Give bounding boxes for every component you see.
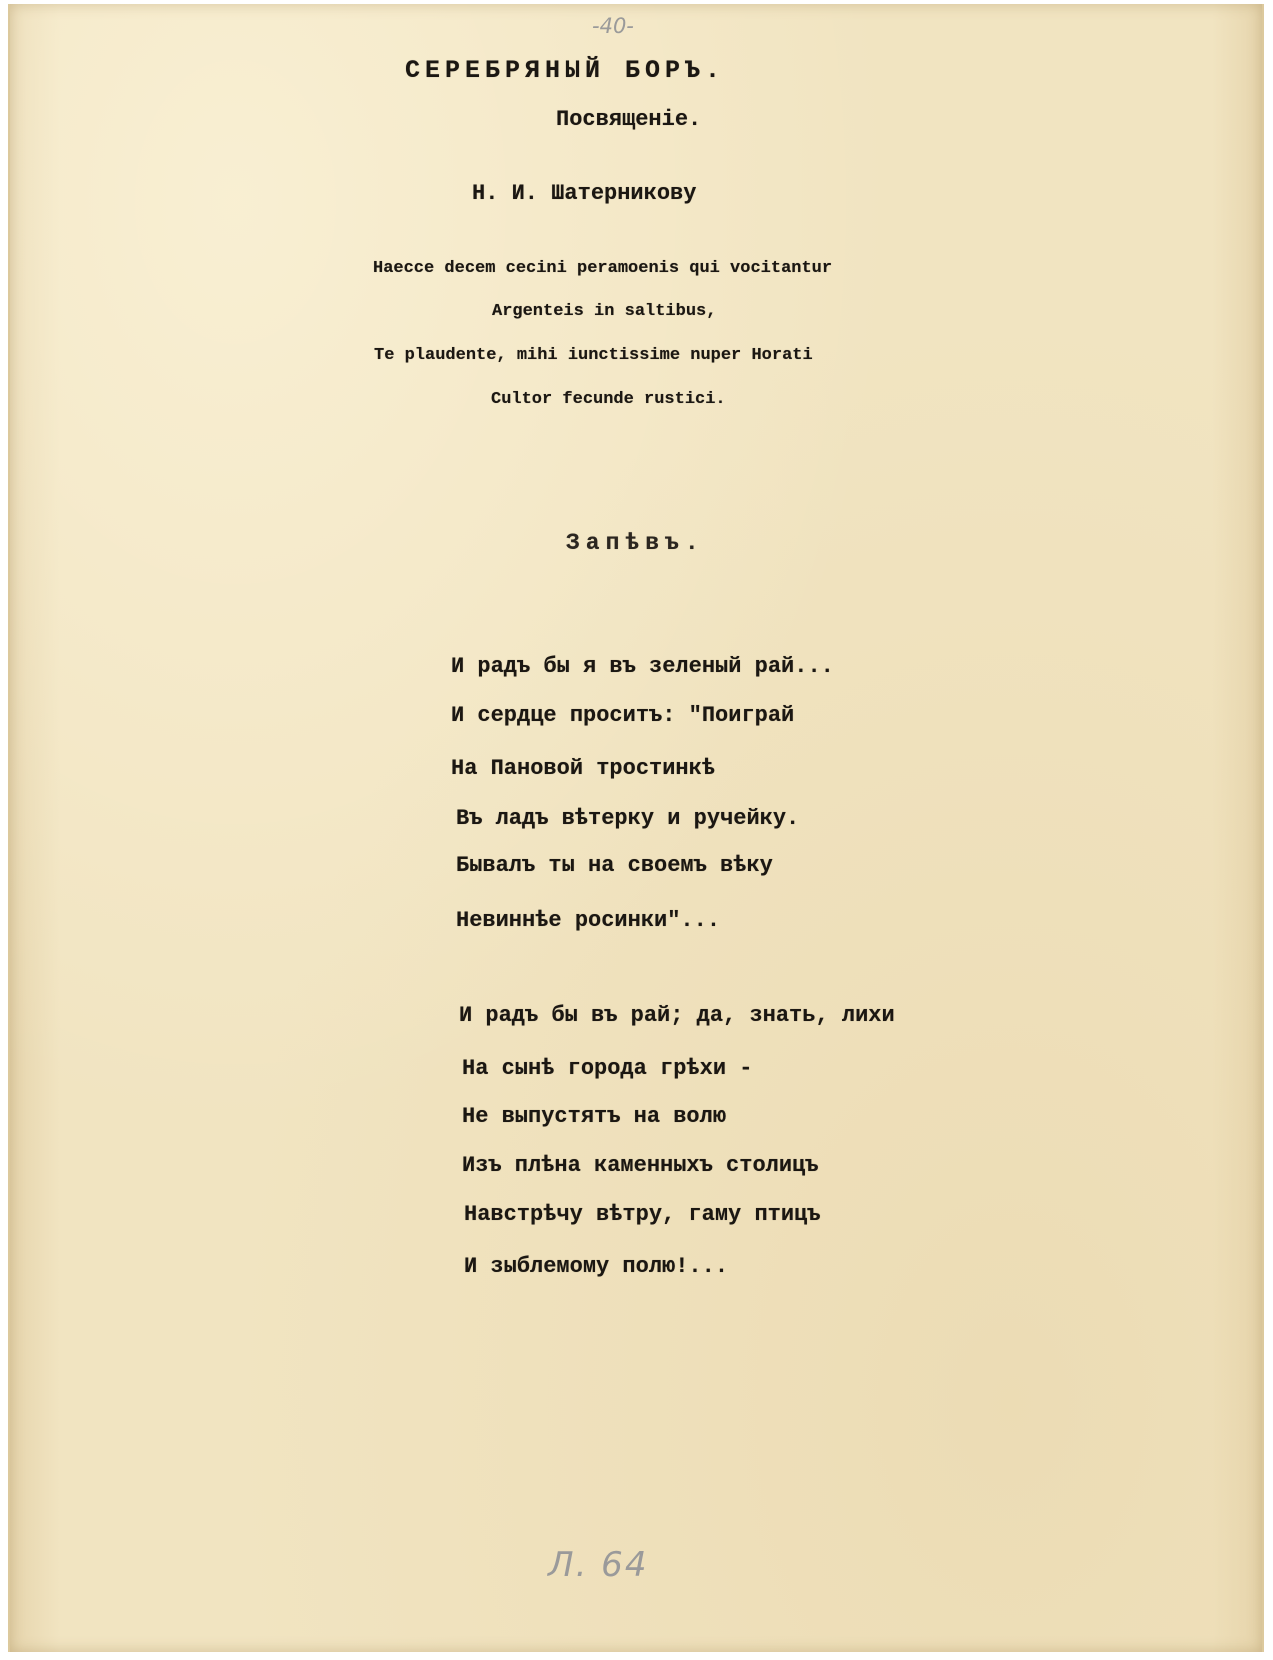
- verse-line: И радъ бы я въ зеленый рай...: [451, 654, 834, 679]
- dedication-heading: Посвященіе.: [556, 107, 702, 132]
- epigraph-line: Argenteis in saltibus,: [492, 302, 717, 321]
- epigraph-line: Cultor fecunde rustici.: [491, 390, 726, 409]
- verse-line: Не выпустятъ на волю: [462, 1104, 727, 1129]
- verse-line: И радъ бы въ рай; да, знать, лихи: [459, 1003, 895, 1028]
- verse-line: Невиннѣе росинки"...: [456, 908, 721, 933]
- verse-line: На сынѣ города грѣхи -: [462, 1056, 753, 1081]
- epigraph-line: Te plaudente, mihi iunctissime nuper Horati: [374, 346, 813, 365]
- verse-line: Въ ладъ вѣтерку и ручейку.: [456, 806, 800, 831]
- verse-line: На Пановой тростинкѣ: [451, 756, 716, 781]
- page-number: -40-: [592, 14, 634, 38]
- verse-line: Изъ плѣна каменныхъ столицъ: [462, 1153, 819, 1178]
- verse-line: И зыблемому полю!...: [464, 1254, 729, 1279]
- epigraph-line: Haecce decem cecini peramoenis qui vocitantur: [373, 259, 833, 278]
- poem-title: СЕРЕБРЯНЫЙ БОРЪ.: [405, 56, 726, 85]
- verse-line: И сердце проситъ: "Поиграй: [451, 703, 795, 728]
- verse-line: Бывалъ ты на своемъ вѣку: [456, 853, 773, 878]
- verse-line: Навстрѣчу вѣтру, гаму птицъ: [464, 1202, 821, 1227]
- dedication-addressee: Н. И. Шатерникову: [472, 181, 697, 206]
- section-title: Запѣвъ.: [566, 530, 705, 556]
- archive-sheet-number: Л. 64: [548, 1545, 649, 1585]
